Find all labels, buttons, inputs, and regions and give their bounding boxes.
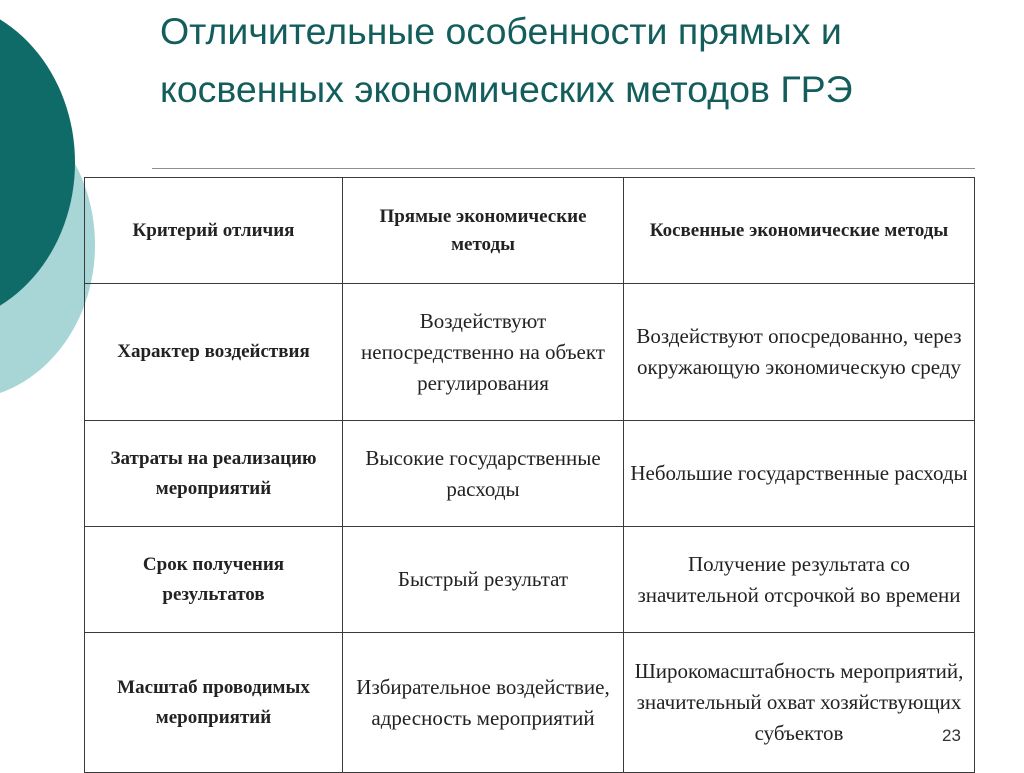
direct-cell: Быстрый результат (343, 527, 624, 633)
table-row (85, 633, 975, 773)
slide-title: Отличительные особенности прямых и косвенных экономических методов ГРЭ (160, 10, 853, 110)
indirect-cell: Воздействуют опосредованно, через окружающую экономическую среду (624, 284, 975, 421)
table-row (85, 527, 975, 633)
title-divider (152, 168, 975, 169)
criterion-cell: Характер воздействия (85, 284, 343, 421)
indirect-cell: Небольшие государственные расходы (624, 421, 975, 527)
criterion-cell: Срок получения результатов (85, 527, 343, 633)
page-number: 23 (942, 726, 961, 745)
direct-cell: Избирательное воздействие, адресность мероприятий (343, 633, 624, 773)
table-header-row (85, 178, 975, 284)
criterion-cell: Затраты на реализацию мероприятий (85, 421, 343, 527)
comparison-table (84, 177, 975, 773)
header-criterion: Критерий отличия (85, 178, 343, 284)
criterion-cell: Масштаб проводимых мероприятий (85, 633, 343, 773)
direct-cell: Высокие государственные расходы (343, 421, 624, 527)
indirect-cell: Широкомасштабность мероприятий, значительный охват хозяйствующих субъектов (624, 633, 975, 773)
direct-cell: Воздействуют непосредственно на объект регулирования (343, 284, 624, 421)
table-row (85, 421, 975, 527)
indirect-cell: Получение результата со значительной отсрочкой во времени (624, 527, 975, 633)
header-direct-methods: Прямые экономические методы (343, 178, 624, 284)
header-indirect-methods: Косвенные экономические методы (624, 178, 975, 284)
table-row (85, 284, 975, 421)
